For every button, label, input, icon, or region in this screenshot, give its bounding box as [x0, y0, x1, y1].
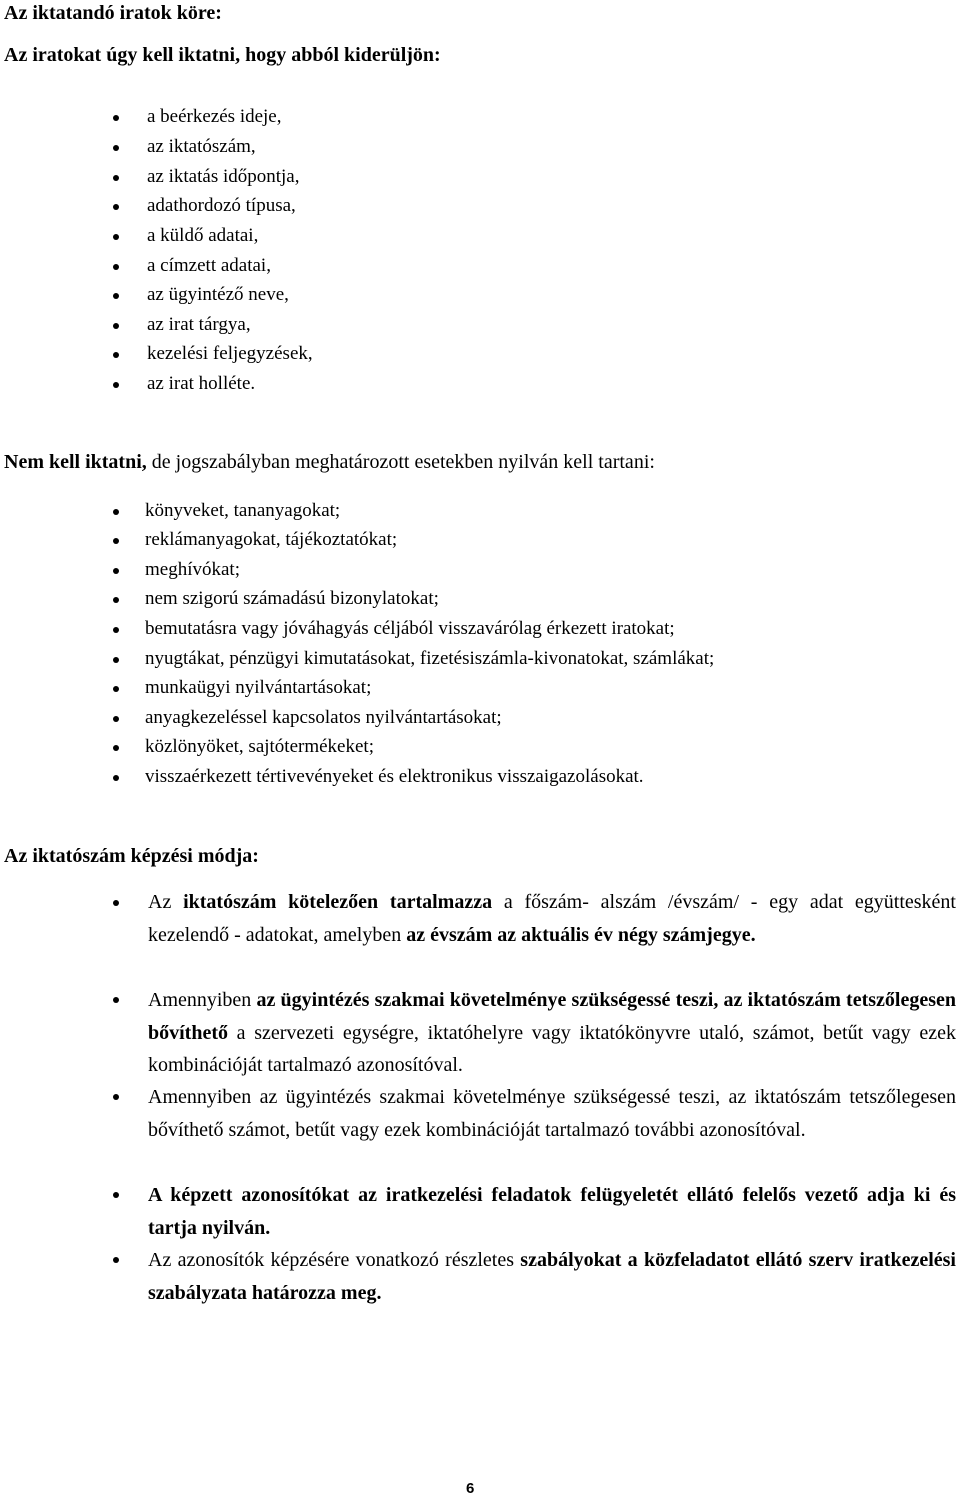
list-item: az irat tárgya,: [147, 314, 251, 335]
bullet-icon: [113, 568, 119, 574]
bullet-icon: [113, 745, 119, 751]
list-item: kezelési feljegyzések,: [147, 343, 313, 364]
intro-rest: de jogszabályban meghatározott esetekben nyilván kell tartani:: [146, 451, 655, 473]
list-item: nyugtákat, pénzügyi kimutatásokat, fizetésiszámla-kivonatokat, számlákat;: [145, 648, 715, 669]
bullet-icon: [113, 1192, 119, 1198]
bullet-icon: [113, 716, 119, 722]
bullet-icon: [113, 234, 119, 240]
bullet-icon: [113, 175, 119, 181]
bullet-icon: [113, 382, 119, 388]
page-number: 6: [466, 1480, 475, 1497]
bullet-icon: [113, 1257, 119, 1263]
bullet-icon: [113, 1094, 119, 1100]
bullet-icon: [113, 204, 119, 210]
bullet-icon: [113, 293, 119, 299]
bullet-icon: [113, 657, 119, 663]
list-item: az irat holléte.: [147, 373, 256, 394]
list-item: az ügyintéző neve,: [147, 284, 289, 305]
text-run: Az: [148, 891, 184, 913]
bullet-icon: [113, 323, 119, 329]
text-run: a szervezeti egységre, iktatóhelyre vagy iktatókönyvre utaló, számot, betűt vagy ezek kombinációját tartalmazó azonosítóval.: [148, 1021, 956, 1076]
list-item: a küldő adatai,: [147, 225, 259, 246]
bullet-icon: [113, 775, 119, 781]
list-item: anyagkezeléssel kapcsolatos nyilvántartásokat;: [145, 707, 502, 728]
bullet-icon: [113, 352, 119, 358]
rule-paragraph-5: [148, 1244, 956, 1309]
text-run-bold: az ügyintézés szakmai követelménye szükségessé teszi, az iktatószám tetszőlegesen bővíthető: [148, 989, 956, 1044]
list-item: reklámanyagokat, tájékoztatókat;: [145, 529, 398, 550]
list-item: a címzett adatai,: [147, 255, 271, 276]
bullet-icon: [113, 264, 119, 270]
section-intro-2: [4, 451, 655, 474]
section-subheading-1: Az iratokat úgy kell iktatni, hogy abból kiderüljön:: [4, 44, 441, 66]
text-run-bold: iktatószám kötelezően tartalmazza: [183, 891, 493, 913]
bullet-icon: [113, 686, 119, 692]
bullet-icon: [113, 627, 119, 633]
list-item: meghívókat;: [145, 559, 240, 580]
bullet-icon: [113, 145, 119, 151]
list-item: az iktatószám,: [147, 136, 256, 157]
text-run-bold: A képzett azonosítókat az iratkezelési feladatok felügyeletét ellátó felelős vezető adja ki és tartja nyilván.: [148, 1184, 956, 1239]
list-item: közlönyöket, sajtótermékeket;: [145, 736, 374, 757]
text-run-bold: szabályokat a közfeladatot ellátó szerv iratkezelési szabályzata határozza meg.: [148, 1249, 956, 1304]
bullet-icon: [113, 900, 119, 906]
bullet-icon: [113, 597, 119, 603]
rule-paragraph-1: [148, 886, 956, 951]
list-item: munkaügyi nyilvántartásokat;: [145, 677, 372, 698]
list-item: az iktatás időpontja,: [147, 166, 300, 187]
bullet-icon: [113, 115, 119, 121]
section-heading-3: Az iktatószám képzési módja:: [4, 845, 259, 867]
text-run: a főszám- alszám /évszám/ - egy adat együttesként kezelendő - adatokat, amelyben: [148, 891, 956, 946]
bullet-icon: [113, 538, 119, 544]
list-item: a beérkezés ideje,: [147, 106, 282, 127]
list-item: könyveket, tananyagokat;: [145, 500, 341, 521]
rule-paragraph-4: [148, 1179, 956, 1244]
list-item: adathordozó típusa,: [147, 195, 296, 216]
rule-paragraph-2: [148, 984, 956, 1082]
text-run: Amennyiben: [148, 989, 257, 1011]
rule-paragraph-3: [148, 1081, 956, 1146]
intro-bold: Nem kell iktatni,: [4, 451, 147, 473]
list-item: nem szigorú számadású bizonylatokat;: [145, 588, 439, 609]
bullet-icon: [113, 997, 119, 1003]
text-run: Amennyiben az ügyintézés szakmai követelménye szükségessé teszi, az iktatószám tetszőlegesen bővíthető számot, betűt vagy ezek kombinációját tartalmazó további azonosítóval.: [148, 1086, 956, 1141]
text-run-bold: az évszám az aktuális év négy számjegye.: [406, 923, 756, 946]
section-heading-1: Az iktatandó iratok köre:: [4, 2, 222, 24]
list-item: bemutatásra vagy jóváhagyás céljából visszavárólag érkezett iratokat;: [145, 618, 675, 639]
bullet-icon: [113, 509, 119, 515]
list-item: visszaérkezett tértivevényeket és elektronikus visszaigazolásokat.: [145, 766, 644, 787]
text-run: Az azonosítók képzésére vonatkozó részletes: [148, 1249, 521, 1271]
